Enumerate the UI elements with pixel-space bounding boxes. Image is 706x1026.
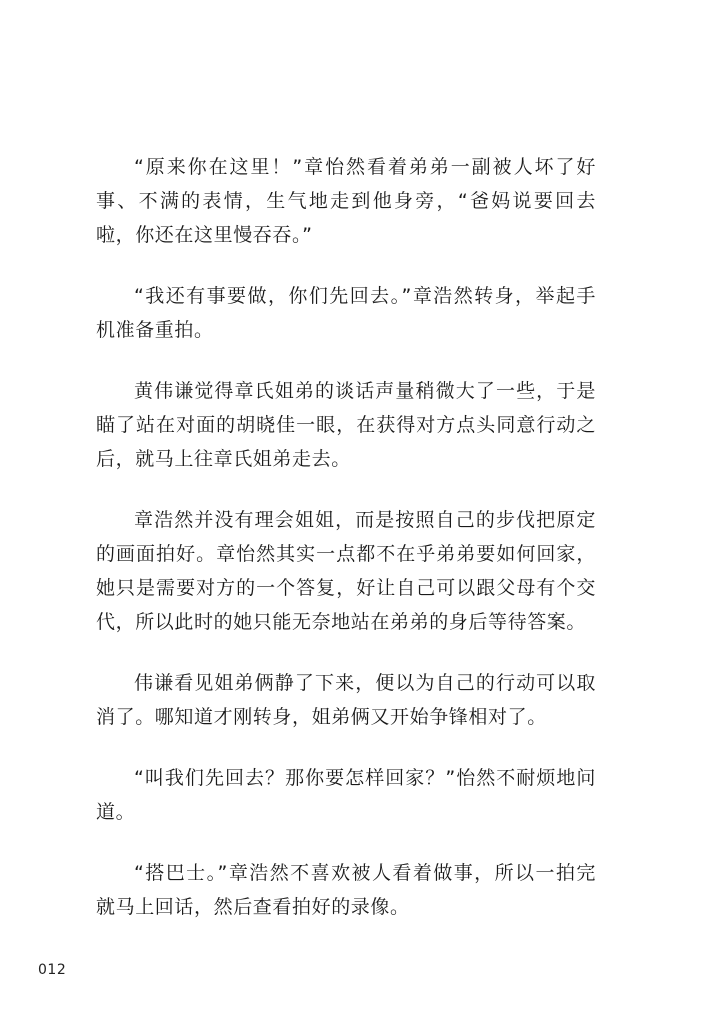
paragraph-3: 黄伟谦觉得章氏姐弟的谈话声量稍微大了一些，于是瞄了站在对面的胡晓佳一眼，在获得对方点头同意行动之后，就马上往章氏姐弟走去。	[96, 380, 596, 470]
paragraph-5: 伟谦看见姐弟俩静了下来，便以为自己的行动可以取消了。哪知道才刚转身，姐弟俩又开始争锋相对了。	[96, 672, 596, 728]
paragraph-2: “我还有事要做，你们先回去。”章浩然转身，举起手机准备重拍。	[96, 285, 596, 341]
paragraph-7: “搭巴士。”章浩然不喜欢被人看着做事，所以一拍完就马上回话，然后查看拍好的录像。	[96, 862, 596, 918]
body-text	[96, 150, 596, 951]
page-number: 012	[38, 962, 67, 978]
paragraph-6: “叫我们先回去？那你要怎样回家？”怡然不耐烦地问道。	[96, 767, 596, 823]
paragraph-4: 章浩然并没有理会姐姐，而是按照自己的步伐把原定的画面拍好。章怡然其实一点都不在乎弟弟要如何回家，她只是需要对方的一个答复，好让自己可以跟父母有个交代，所以此时的她只能无奈地站在弟弟的身后等待答案。	[96, 509, 596, 633]
paragraph-1: “原来你在这里！”章怡然看着弟弟一副被人坏了好事、不满的表情，生气地走到他身旁，“爸妈说要回去啦，你还在这里慢吞吞。”	[96, 156, 596, 246]
